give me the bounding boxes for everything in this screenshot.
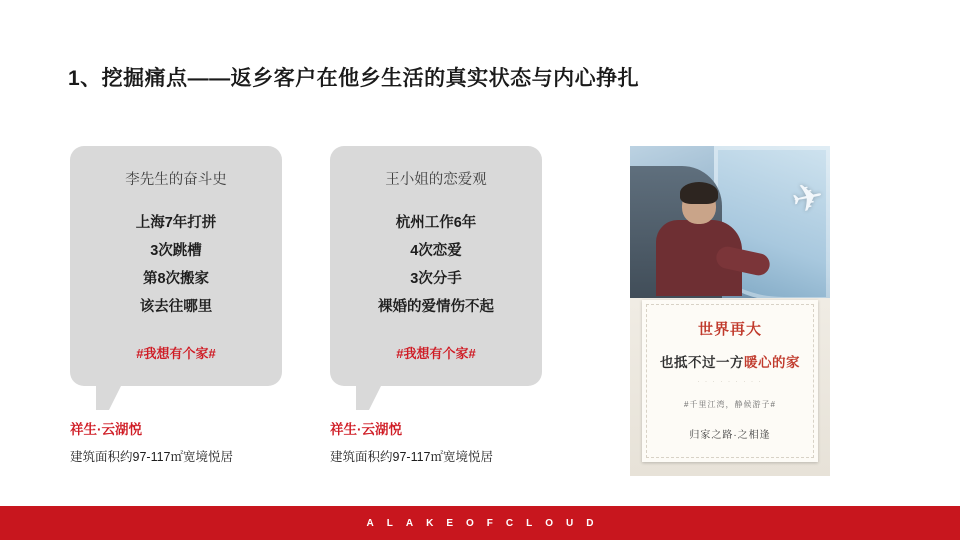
- card-1-hashtag: #我想有个家#: [136, 346, 216, 361]
- card-2-heading: 王小姐的恋爱观: [385, 172, 487, 188]
- card-2-line-2: 4次恋爱: [410, 243, 462, 259]
- pain-point-card-2: [330, 146, 542, 386]
- card-1-line-4: 该去往哪里: [139, 299, 213, 315]
- poster-card: [642, 300, 818, 462]
- poster-divider-dots: · · · · · · · · ·: [697, 379, 763, 385]
- speech-bubble-tail-icon: [356, 384, 382, 410]
- caption-block-1: [70, 418, 233, 465]
- page-title: 1、挖掘痛点——返乡客户在他乡生活的真实状态与内心挣扎: [68, 67, 640, 90]
- poster-line-2-prefix: 也抵不过一方: [660, 355, 744, 370]
- poster-line-1: 世界再大: [697, 321, 762, 338]
- poster-line-3: #千里江湾，静候游子#: [684, 400, 776, 409]
- poster-line-4: 归家之路·之相逢: [689, 430, 771, 441]
- card-2-line-1: 杭州工作6年: [395, 215, 477, 231]
- caption-block-2: [330, 418, 493, 465]
- caption-1-project-name: 祥生·云湖悦: [70, 422, 142, 437]
- poster-line-2-accent: 暖心的家: [744, 355, 800, 370]
- card-1-heading: 李先生的奋斗史: [125, 172, 227, 188]
- footer-brand-text: ALAKEOFCLOUD: [366, 517, 607, 529]
- footer-bar: [0, 506, 960, 540]
- caption-2-subtitle: 建筑面积约97-117㎡宽境悦居: [330, 450, 493, 464]
- caption-1-subtitle: 建筑面积约97-117㎡宽境悦居: [70, 450, 233, 464]
- card-2-line-4: 裸婚的爱情伤不起: [378, 299, 494, 315]
- caption-2-project-name: 祥生·云湖悦: [330, 422, 402, 437]
- card-1-line-3: 第8次搬家: [142, 271, 210, 287]
- card-1-line-2: 3次跳槽: [150, 243, 202, 259]
- person-hair: [680, 182, 718, 204]
- speech-bubble-tail-icon: [96, 384, 122, 410]
- poster-line-2: [652, 351, 808, 371]
- card-2-hashtag: #我想有个家#: [396, 346, 476, 361]
- card-1-line-1: 上海7年打拼: [135, 215, 217, 231]
- train-window-photo: [630, 146, 830, 476]
- pain-point-card-1: [70, 146, 282, 386]
- card-2-line-3: 3次分手: [410, 271, 462, 287]
